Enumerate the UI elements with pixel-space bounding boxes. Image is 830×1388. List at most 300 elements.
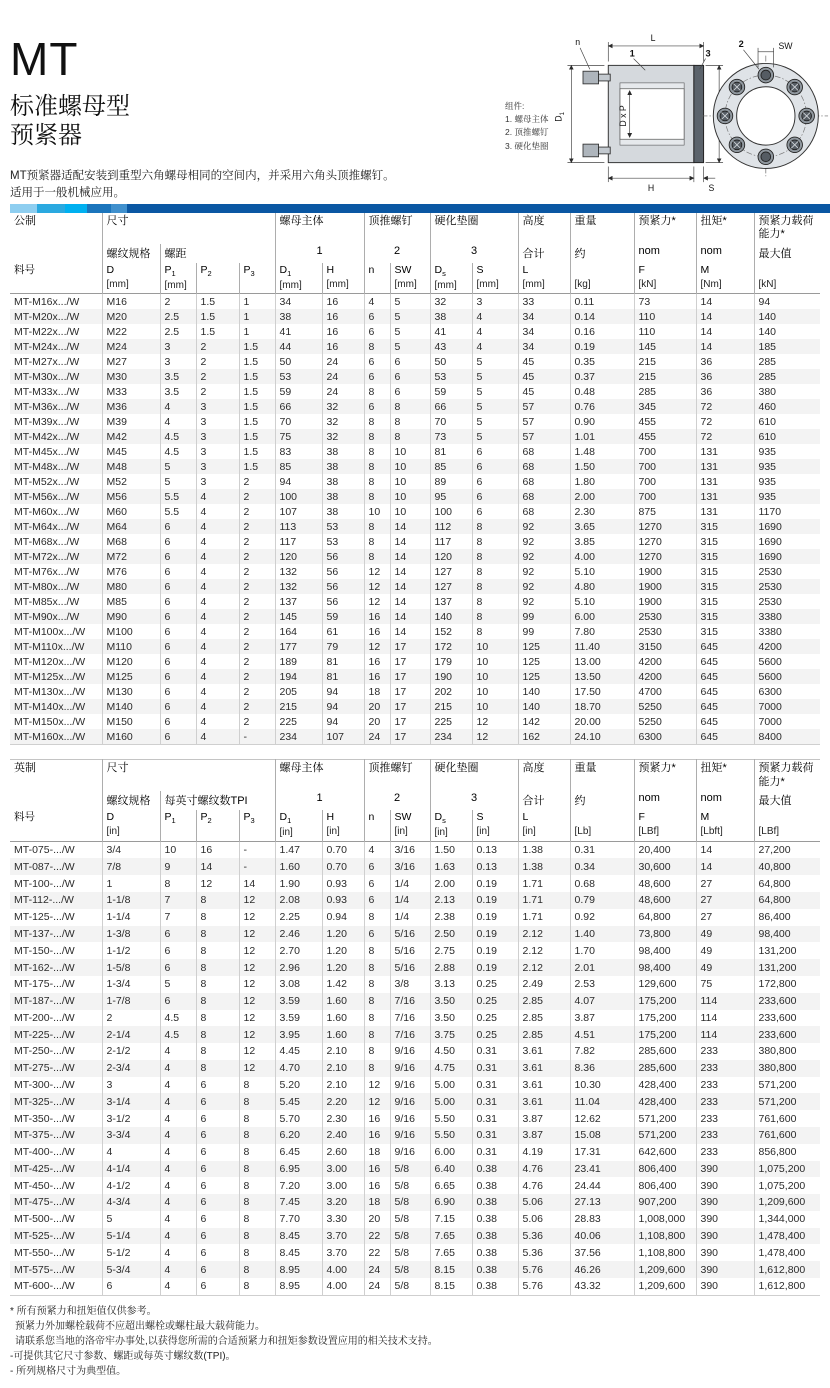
table-cell: 113: [275, 519, 322, 534]
table-cell: 10: [390, 474, 430, 489]
table-cell: 57: [518, 399, 570, 414]
table-row: [10, 1194, 820, 1211]
table-cell: 18.70: [570, 699, 634, 714]
table-cell: 5250: [634, 714, 696, 729]
table-cell: 1690: [754, 534, 820, 549]
column-label: $D_s$ [in]: [430, 810, 472, 841]
table-cell: 1/4: [390, 909, 430, 926]
table-cell: 5.5: [160, 504, 196, 519]
table-cell: 89: [430, 474, 472, 489]
table-cell: MT-275-.../W: [14, 1062, 75, 1075]
table-cell: 1.60: [275, 858, 322, 875]
table-cell: 24: [322, 384, 364, 399]
group-header-nut-body: 螺母主体: [275, 760, 364, 791]
group-header-torque: 扭矩*: [696, 213, 754, 244]
table-row: [10, 384, 820, 399]
table-cell: 12: [364, 1077, 390, 1094]
table-cell: 0.25: [472, 1026, 518, 1043]
table-cell: 8: [239, 1228, 275, 1245]
table-row: [10, 909, 820, 926]
table-cell: MT-250-.../W: [14, 1045, 75, 1058]
table-row: [10, 892, 820, 909]
table-cell: 1.71: [518, 875, 570, 892]
table-cell: 3.00: [322, 1177, 364, 1194]
table-cell: 100: [430, 504, 472, 519]
table-cell: 145: [634, 339, 696, 354]
table-cell: 7/16: [390, 993, 430, 1010]
column-label: n: [364, 263, 390, 294]
column-label: $D_1$ [in]: [275, 810, 322, 841]
table-cell: 4: [196, 714, 239, 729]
table-cell: 38: [322, 489, 364, 504]
table-cell: 12: [364, 564, 390, 579]
table-row: [10, 1127, 820, 1144]
table-cell: 6300: [754, 684, 820, 699]
table-cell: 8: [196, 1043, 239, 1060]
table-cell: 1.5: [239, 444, 275, 459]
table-cell: 7.65: [430, 1244, 472, 1261]
table-cell: 17: [390, 714, 430, 729]
table-cell: 8: [472, 579, 518, 594]
table-cell: 2530: [754, 579, 820, 594]
table-cell: 127: [430, 579, 472, 594]
table-cell: 1-1/4: [102, 909, 160, 926]
table-cell: 6: [196, 1194, 239, 1211]
subtitle-line-2: 预紧器: [10, 122, 82, 150]
table-cell: 315: [696, 549, 754, 564]
table-cell: 9/16: [390, 1110, 430, 1127]
table-cell: 45: [518, 354, 570, 369]
table-cell: MT-M36x.../W: [14, 400, 80, 413]
table-cell: 215: [275, 699, 322, 714]
table-cell: 3.65: [570, 519, 634, 534]
column-label: $P_1$: [160, 810, 196, 841]
table-cell: 3: [196, 399, 239, 414]
table-cell: 2: [160, 294, 196, 310]
table-row: [10, 1177, 820, 1194]
column-label: D [mm]: [102, 263, 160, 294]
table-cell: 6: [472, 474, 518, 489]
table-cell: 120: [275, 549, 322, 564]
table-row: [10, 1278, 820, 1295]
table-cell: 64,800: [754, 875, 820, 892]
table-cell: 8: [364, 1010, 390, 1027]
table-cell: M24: [102, 339, 160, 354]
table-cell: 68: [518, 474, 570, 489]
table-cell: 761,600: [754, 1127, 820, 1144]
table-cell: 4: [160, 1244, 196, 1261]
table-cell: 4.00: [322, 1278, 364, 1295]
table-cell: 8.36: [570, 1060, 634, 1077]
table-cell: 131: [696, 459, 754, 474]
accent-bar-segment: [37, 204, 65, 213]
column-label: 料号: [14, 811, 35, 824]
column-label: n: [364, 810, 390, 841]
table-cell: 4: [364, 294, 390, 310]
table-cell: 1.50: [570, 459, 634, 474]
table-cell: MT-M56x.../W: [14, 490, 80, 503]
table-cell: 8: [239, 1211, 275, 1228]
table-cell: 8.15: [430, 1278, 472, 1295]
table-cell: 233: [696, 1060, 754, 1077]
table-cell: 9/16: [390, 1144, 430, 1161]
table-cell: 3.59: [275, 993, 322, 1010]
table-cell: 175,200: [634, 1010, 696, 1027]
table-cell: 50: [430, 354, 472, 369]
table-cell: 7: [160, 909, 196, 926]
table-cell: 2.12: [518, 942, 570, 959]
imperial-table-header: [10, 760, 820, 841]
table-row: [10, 875, 820, 892]
table-cell: 2.49: [518, 976, 570, 993]
table-cell: 14: [239, 875, 275, 892]
table-cell: 1: [239, 309, 275, 324]
table-cell: 4: [364, 841, 390, 858]
table-cell: 390: [696, 1211, 754, 1228]
table-cell: 2.10: [322, 1077, 364, 1094]
table-cell: 215: [430, 699, 472, 714]
table-cell: M30: [102, 369, 160, 384]
table-cell: 125: [518, 639, 570, 654]
table-cell: 98,400: [634, 942, 696, 959]
table-cell: 5.00: [430, 1077, 472, 1094]
table-cell: 6: [160, 594, 196, 609]
table-row: [10, 354, 820, 369]
table-cell: MT-M52x.../W: [14, 475, 80, 488]
table-cell: 0.38: [472, 1194, 518, 1211]
table-row: [10, 1144, 820, 1161]
table-cell: 315: [696, 564, 754, 579]
table-cell: 233: [696, 1144, 754, 1161]
table-cell: 3.08: [275, 976, 322, 993]
table-cell: 390: [696, 1261, 754, 1278]
table-cell: 16: [364, 1110, 390, 1127]
table-cell: 3.13: [430, 976, 472, 993]
table-cell: 8: [364, 459, 390, 474]
table-cell: 285: [634, 384, 696, 399]
table-cell: 99: [518, 624, 570, 639]
table-cell: 4: [160, 1161, 196, 1178]
table-cell: 3/16: [390, 841, 430, 858]
table-cell: 7/8: [102, 858, 160, 875]
table-cell: 6: [196, 1110, 239, 1127]
table-cell: 1.5: [239, 354, 275, 369]
table-cell: 4: [160, 399, 196, 414]
table-cell: 1.01: [570, 429, 634, 444]
table-cell: 2.20: [322, 1093, 364, 1110]
table-cell: 1.60: [322, 993, 364, 1010]
table-cell: 6: [160, 534, 196, 549]
table-cell: 0.38: [472, 1244, 518, 1261]
table-cell: 2: [196, 354, 239, 369]
table-cell: 1.5: [239, 369, 275, 384]
table-cell: 70: [430, 414, 472, 429]
table-cell: MT-400-.../W: [14, 1146, 75, 1159]
group-header-capacity: 预紧力载荷能力*: [754, 760, 820, 791]
table-cell: 234: [430, 729, 472, 745]
table-cell: 1.5: [239, 414, 275, 429]
table-cell: 6: [160, 714, 196, 729]
table-cell: 40,800: [754, 858, 820, 875]
table-cell: 83: [275, 444, 322, 459]
table-cell: 8: [364, 976, 390, 993]
table-cell: 8: [364, 384, 390, 399]
table-cell: 24.10: [570, 729, 634, 745]
table-cell: 3150: [634, 639, 696, 654]
table-cell: 4: [160, 1110, 196, 1127]
group-header-jack-screw: 顶推螺钉: [364, 760, 430, 791]
table-cell: 16: [322, 309, 364, 324]
table-cell: 6.65: [430, 1177, 472, 1194]
table-cell: 22: [364, 1228, 390, 1245]
table-cell: 3/8: [390, 976, 430, 993]
table-cell: 8: [472, 534, 518, 549]
table-row: [10, 1110, 820, 1127]
table-cell: M52: [102, 474, 160, 489]
table-cell: 145: [275, 609, 322, 624]
table-cell: 5: [160, 976, 196, 993]
table-row: [10, 459, 820, 474]
subheader-tpi: 每英寸螺纹数TPI: [160, 791, 275, 810]
table-cell: M45: [102, 444, 160, 459]
table-cell: 14: [696, 339, 754, 354]
table-cell: 5.50: [430, 1127, 472, 1144]
table-cell: 1: [239, 324, 275, 339]
table-cell: 5: [472, 414, 518, 429]
group-header-preload: 预紧力*: [634, 213, 696, 244]
column-label: D [in]: [102, 810, 160, 841]
table-cell: 131: [696, 504, 754, 519]
table-cell: 6: [364, 875, 390, 892]
table-cell: -: [239, 858, 275, 875]
table-row: [10, 504, 820, 519]
table-cell: 132: [275, 564, 322, 579]
table-cell: 38: [322, 444, 364, 459]
table-cell: 2.12: [518, 959, 570, 976]
table-cell: 10: [472, 699, 518, 714]
table-cell: 140: [518, 699, 570, 714]
table-cell: 53: [322, 534, 364, 549]
table-cell: 10: [160, 841, 196, 858]
table-cell: MT-475-.../W: [14, 1196, 75, 1209]
table-cell: M120: [102, 654, 160, 669]
table-cell: 79: [322, 639, 364, 654]
table-cell: 189: [275, 654, 322, 669]
table-cell: 7.70: [275, 1211, 322, 1228]
table-cell: 2-1/4: [102, 1026, 160, 1043]
table-cell: 6: [160, 654, 196, 669]
table-cell: 8: [364, 444, 390, 459]
table-cell: 27: [696, 892, 754, 909]
table-cell: 53: [322, 519, 364, 534]
table-cell: 0.31: [472, 1110, 518, 1127]
table-cell: 14: [696, 294, 754, 310]
table-cell: 455: [634, 414, 696, 429]
table-cell: 8: [364, 993, 390, 1010]
table-cell: MT-162-.../W: [14, 961, 75, 974]
table-cell: 120: [430, 549, 472, 564]
table-row: [10, 444, 820, 459]
table-cell: 6: [160, 729, 196, 745]
table-cell: 9/16: [390, 1093, 430, 1110]
table-cell: MT-500-.../W: [14, 1213, 75, 1226]
column-label: $P_3$: [239, 263, 275, 294]
column-label: $P_2$: [196, 263, 239, 294]
table-cell: 73,800: [634, 926, 696, 943]
table-cell: 8: [364, 549, 390, 564]
table-cell: -: [239, 729, 275, 745]
table-cell: M72: [102, 549, 160, 564]
table-cell: 49: [696, 926, 754, 943]
table-cell: 6.20: [275, 1127, 322, 1144]
table-cell: 12.62: [570, 1110, 634, 1127]
table-cell: 5/8: [390, 1194, 430, 1211]
table-cell: 1.60: [322, 1010, 364, 1027]
subheader-nom-m: nom: [696, 244, 754, 263]
table-cell: M64: [102, 519, 160, 534]
table-cell: 2: [239, 474, 275, 489]
column-label: F [kN]: [634, 263, 696, 294]
column-label: S [mm]: [472, 263, 518, 294]
table-cell: 4: [196, 729, 239, 745]
table-cell: 8: [364, 429, 390, 444]
table-cell: 36: [696, 354, 754, 369]
table-cell: 3380: [754, 624, 820, 639]
table-cell: 7: [160, 892, 196, 909]
table-cell: MT-550-.../W: [14, 1246, 75, 1259]
table-cell: 5/16: [390, 926, 430, 943]
table-cell: 1/4: [390, 875, 430, 892]
table-cell: 33: [518, 294, 570, 310]
table-cell: 3.50: [430, 993, 472, 1010]
table-row: [10, 1211, 820, 1228]
table-row: [10, 1161, 820, 1178]
table-cell: 390: [696, 1194, 754, 1211]
table-cell: 2.88: [430, 959, 472, 976]
table-cell: 38: [322, 474, 364, 489]
table-cell: 81: [322, 669, 364, 684]
table-cell: 5.36: [518, 1244, 570, 1261]
table-cell: 20: [364, 1211, 390, 1228]
legend-item-3: 3. 硬化垫圈: [505, 140, 549, 151]
table-cell: 36: [696, 369, 754, 384]
metric-table-header: [10, 213, 820, 294]
table-row: [10, 942, 820, 959]
table-cell: 455: [634, 429, 696, 444]
column-label: SW [in]: [390, 810, 430, 841]
column-label: $P_1$ [mm]: [160, 263, 196, 294]
table-cell: MT-187-.../W: [14, 995, 75, 1008]
table-cell: 0.31: [472, 1144, 518, 1161]
group-header-torque: 扭矩*: [696, 760, 754, 791]
table-cell: 6: [196, 1228, 239, 1245]
table-cell: 3.61: [518, 1060, 570, 1077]
table-cell: 0.94: [322, 909, 364, 926]
table-cell: 4: [196, 519, 239, 534]
table-cell: 4.00: [570, 549, 634, 564]
table-cell: 73: [634, 294, 696, 310]
table-cell: 137: [430, 594, 472, 609]
table-cell: 4.80: [570, 579, 634, 594]
table-cell: 20: [364, 714, 390, 729]
table-cell: 4: [160, 1211, 196, 1228]
table-cell: 3: [160, 354, 196, 369]
table-cell: 18: [364, 684, 390, 699]
group-header-imperial: 英制: [14, 761, 36, 774]
table-cell: 6: [196, 1127, 239, 1144]
part-label-3: 3: [705, 48, 711, 59]
table-cell: 4: [160, 1177, 196, 1194]
table-cell: 12: [364, 594, 390, 609]
table-cell: 8: [472, 594, 518, 609]
table-cell: M27: [102, 354, 160, 369]
group-header-height: 高度: [518, 760, 570, 791]
table-cell: 2.40: [322, 1127, 364, 1144]
footnote-line: * 所有预紧力和扭矩值仅供参考。: [10, 1305, 157, 1317]
table-row: [10, 594, 820, 609]
table-cell: MT-450-.../W: [14, 1179, 75, 1192]
table-cell: 4: [196, 534, 239, 549]
table-cell: 3.5: [160, 384, 196, 399]
table-cell: 7/16: [390, 1026, 430, 1043]
table-cell: MT-M39x.../W: [14, 415, 80, 428]
table-row: [10, 858, 820, 875]
table-cell: 6: [160, 639, 196, 654]
table-cell: 117: [430, 534, 472, 549]
table-cell: 6: [364, 926, 390, 943]
table-cell: 17: [390, 639, 430, 654]
table-cell: 14: [390, 549, 430, 564]
table-cell: 6: [160, 684, 196, 699]
table-cell: 4.70: [275, 1060, 322, 1077]
table-cell: 5.70: [275, 1110, 322, 1127]
table-cell: 40.06: [570, 1228, 634, 1245]
table-cell: 8: [196, 976, 239, 993]
table-row: [10, 579, 820, 594]
table-cell: 8: [364, 959, 390, 976]
table-cell: 6: [160, 549, 196, 564]
table-cell: 2: [239, 639, 275, 654]
table-cell: 3: [196, 474, 239, 489]
table-cell: 2.13: [430, 892, 472, 909]
table-cell: 233,600: [754, 1010, 820, 1027]
table-cell: 315: [696, 594, 754, 609]
table-cell: 6: [472, 504, 518, 519]
table-cell: 233: [696, 1127, 754, 1144]
table-cell: 2: [239, 549, 275, 564]
table-cell: MT-M160x.../W: [14, 730, 86, 743]
table-cell: 129,600: [634, 976, 696, 993]
table-cell: 2.60: [322, 1144, 364, 1161]
table-cell: 1-1/2: [102, 942, 160, 959]
table-cell: 125: [518, 669, 570, 684]
table-cell: 12: [239, 1026, 275, 1043]
table-cell: 8: [364, 1026, 390, 1043]
table-cell: MT-M80x.../W: [14, 580, 80, 593]
table-cell: 1.48: [570, 444, 634, 459]
table-cell: 3.87: [518, 1127, 570, 1144]
table-cell: 5: [160, 474, 196, 489]
table-cell: 50: [275, 354, 322, 369]
table-cell: 806,400: [634, 1177, 696, 1194]
table-cell: 215: [634, 354, 696, 369]
table-cell: 3: [160, 339, 196, 354]
table-cell: 185: [754, 339, 820, 354]
table-cell: 7.82: [570, 1043, 634, 1060]
table-cell: 41: [430, 324, 472, 339]
table-cell: 1270: [634, 519, 696, 534]
table-cell: MT-M30x.../W: [14, 370, 80, 383]
